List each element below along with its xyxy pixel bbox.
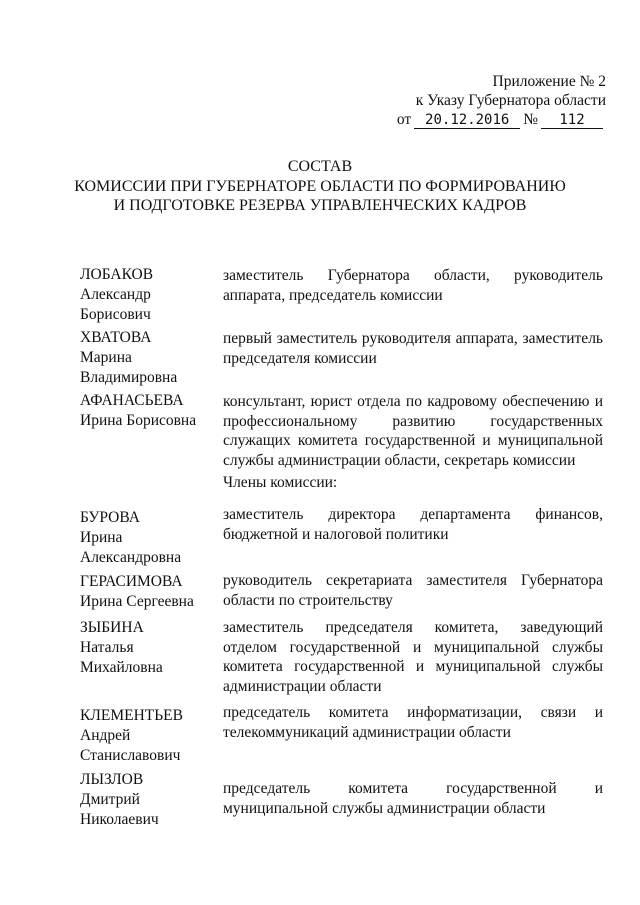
member-name (80, 391, 210, 431)
member-name (80, 508, 210, 568)
member-first-name: Наталья (80, 639, 134, 656)
member-surname: ЗЫБИНА (80, 619, 144, 636)
appendix-header (397, 72, 606, 129)
appendix-title: Приложение № 2 (492, 73, 606, 90)
member-surname: АФАНАСЬЕВА (80, 392, 184, 409)
member-role: заместитель председателя комитета, заведующий отделом государственной и муниципальной службы комитета государственной и муниципальной службы администрации области (223, 619, 603, 695)
member-role: заместитель Губернатора области, руководитель аппарата, председатель комиссии (223, 267, 603, 304)
member-first-name: Андрей (80, 727, 131, 744)
member-surname: КЛЕМЕНТЬЕВ (80, 707, 183, 724)
member-patronymic: Борисович (80, 306, 151, 323)
member-surname: БУРОВА (80, 509, 140, 526)
decree-date: 20.12.2016 (414, 112, 520, 129)
member-patronymic: Александровна (80, 549, 182, 566)
member-role: заместитель директора департамента финансов, бюджетной и налоговой политики (223, 506, 603, 543)
title-line-3: И ПОДГОТОВКЕ РЕЗЕРВА УПРАВЛЕНЧЕСКИХ КАДРОВ (113, 197, 527, 214)
number-label: № (523, 111, 538, 128)
member-surname: ЛОБАКОВ (80, 266, 154, 283)
appendix-date-number (397, 110, 606, 129)
member-patronymic: Владимировна (80, 369, 178, 386)
member-role: первый заместитель руководителя аппарата, заместитель председателя комиссии (223, 330, 603, 367)
member-first-name: Дмитрий (80, 791, 140, 808)
title-line-1: СОСТАВ (287, 158, 353, 175)
member-full-name: Ирина Борисовна (80, 412, 197, 429)
member-first-name: Ирина (80, 529, 123, 546)
member-first-name: Марина (80, 349, 132, 366)
member-patronymic: Николаевич (80, 811, 159, 828)
member-name (80, 328, 210, 388)
document-title (0, 157, 640, 216)
members-label: Члены комиссии: (223, 474, 338, 491)
member-surname: ХВАТОВА (80, 329, 152, 346)
member-patronymic: Станиславович (80, 747, 181, 764)
member-name (80, 770, 210, 830)
member-surname: ЛЫЗЛОВ (80, 771, 144, 788)
member-name (80, 706, 210, 766)
member-name (80, 265, 210, 325)
title-line-2: КОМИССИИ ПРИ ГУБЕРНАТОРЕ ОБЛАСТИ ПО ФОРМИРОВАНИЮ (74, 177, 566, 195)
member-name (80, 572, 210, 612)
member-role: председатель комитета информатизации, связи и телекоммуникаций администрации области (223, 704, 603, 741)
from-label: от (396, 111, 412, 128)
decree-number: 112 (541, 112, 603, 129)
member-name (80, 618, 210, 678)
member-patronymic: Михайловна (80, 659, 163, 676)
member-role: консультант, юрист отдела по кадровому обеспечению и профессиональному развитию государственных служащих комитета государственной и муниципальной службы администрации области, секретарь комиссии (223, 393, 603, 469)
member-role: председатель комитета государственной и муниципальной службы администрации области (223, 780, 603, 817)
member-role: руководитель секретариата заместителя Губернатора области по строительству (223, 572, 603, 609)
member-first-name: Александр (80, 286, 151, 303)
appendix-decree-ref: к Указу Губернатора области (415, 92, 606, 109)
member-surname: ГЕРАСИМОВА (80, 573, 183, 590)
member-full-name: Ирина Сергеевна (80, 593, 194, 610)
